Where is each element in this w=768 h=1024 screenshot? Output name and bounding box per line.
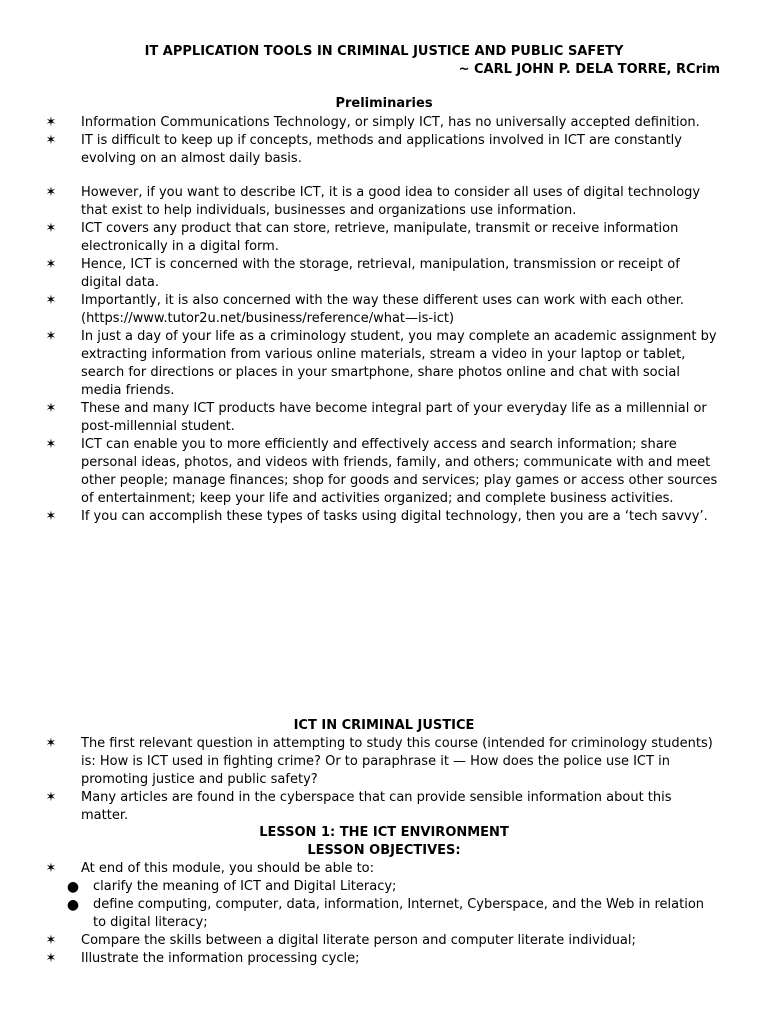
list-item: ✶ ICT covers any product that can store, retrieve, manipulate, transmit or receive information electronically in a digital form. [45,221,679,254]
list-item: ✶ Information Communications Technology, or simply ICT, has no universally accepted definition. [45,115,700,130]
list-item: ✶ ICT can enable you to more efficiently and effectively access and search information; share personal ideas, photos, and videos with friends, family, and others; communicate with and meet other people; manage finances; shop for goods and services; play games or access other sources of entertainment; keep your life and activities organized; and complete business activities. [45,437,718,506]
star-bullet-icon: ✶ [45,329,57,344]
list-item: ✶ Many articles are found in the cyberspace that can provide sensible information about this matter. [45,790,672,823]
star-bullet-icon: ✶ [45,257,57,272]
dot-bullet-icon: ● [66,897,80,913]
ict-criminal-justice-list [0,735,768,825]
star-bullet-icon: ✶ [45,509,57,524]
star-bullet-icon: ✶ [45,185,57,200]
list-item: ✶ Illustrate the information processing cycle; [45,951,360,966]
list-item: ✶ Compare the skills between a digital literate person and computer literate individual; [45,933,636,948]
star-bullet-icon: ✶ [45,437,57,452]
star-bullet-icon: ✶ [45,790,57,805]
list-item: ✶ Importantly, it is also concerned with the way these different uses can work with each other. (https://www.tutor2u.net/business/reference/what—is-ict) [45,293,684,326]
document-title: IT APPLICATION TOOLS IN CRIMINAL JUSTICE AND PUBLIC SAFETY [144,44,624,59]
section-heading-ict-criminal-justice: ICT IN CRIMINAL JUSTICE [293,718,475,733]
star-bullet-icon: ✶ [45,401,57,416]
list-item: ✶ If you can accomplish these types of tasks using digital technology, then you are a ‘tech savvy’. [45,509,708,524]
list-item: ✶ These and many ICT products have become integral part of your everyday life as a millennial or post-millennial student. [45,401,707,434]
list-item: ✶ At end of this module, you should be able to: [45,861,375,876]
star-bullet-icon: ✶ [45,933,57,948]
list-item: ✶ Hence, ICT is concerned with the storage, retrieval, manipulation, transmission or receipt of digital data. [45,257,680,290]
list-subitem: ● clarify the meaning of ICT and Digital Literacy; [66,879,397,895]
lesson-objectives-list [0,860,768,968]
preliminaries-list [0,114,768,526]
star-bullet-icon: ✶ [45,115,57,130]
lesson-objectives-heading: LESSON OBJECTIVES: [307,843,461,858]
list-subitem: ● define computing, computer, data, information, Internet, Cyberspace, and the Web in relation to digital literacy; [66,897,705,930]
star-bullet-icon: ✶ [45,736,57,751]
star-bullet-icon: ✶ [45,293,57,308]
star-bullet-icon: ✶ [45,133,57,148]
section-heading-preliminaries: Preliminaries [335,96,433,111]
star-bullet-icon: ✶ [45,861,57,876]
star-bullet-icon: ✶ [45,951,57,966]
list-item: ✶ In just a day of your life as a criminology student, you may complete an academic assignment by extracting information from various online materials, stream a video in your laptop or tablet, search for directions or places in your smartphone, share photos online and chat with social media friends. [45,329,717,398]
dot-bullet-icon: ● [66,879,80,895]
star-bullet-icon: ✶ [45,221,57,236]
list-item: ✶ However, if you want to describe ICT, it is a good idea to consider all uses of digital technology that exist to help individuals, businesses and organizations use information. [45,185,701,218]
list-item: ✶ IT is difficult to keep up if concepts, methods and applications involved in ICT are constantly evolving on an almost daily basis. [45,133,682,166]
list-item: ✶ The first relevant question in attempting to study this course (intended for criminology students) is: How is ICT used in fighting crime? Or to paraphrase it — How does the police use ICT in promoting justice and public safety? [45,736,713,787]
list-spacer [0,168,768,184]
lesson-heading: LESSON 1: THE ICT ENVIRONMENT [259,825,509,840]
document-author: ~ CARL JOHN P. DELA TORRE, RCrim [458,62,720,77]
